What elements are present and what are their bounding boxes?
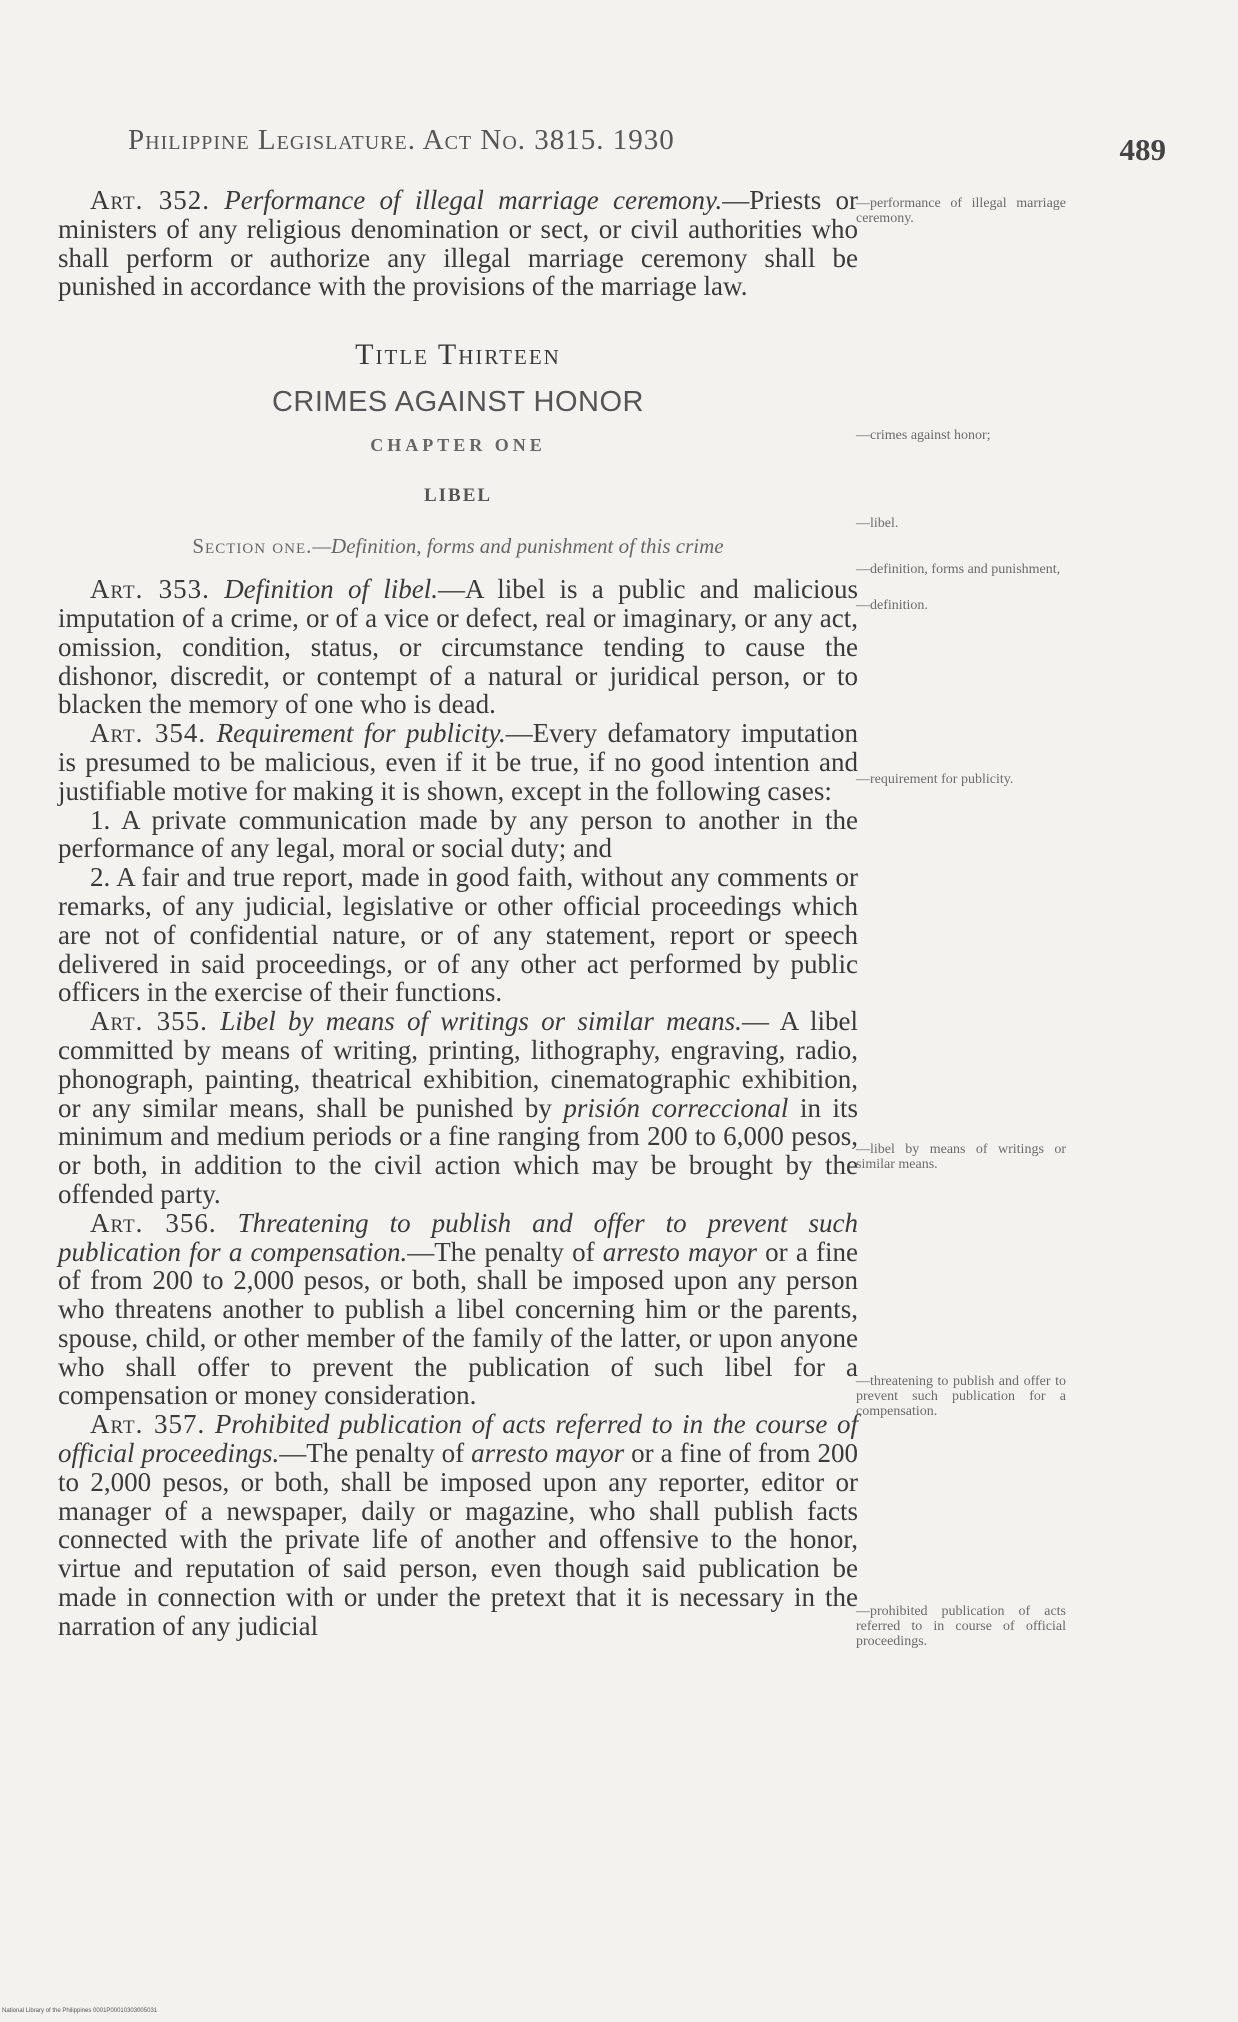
footer-library-stamp: National Library of the Philippines 0001P00010303005031: [2, 2008, 158, 2014]
article-italic-term: prisión correccional: [563, 1092, 789, 1123]
article-label: Art. 356.: [90, 1207, 217, 1238]
article-text: —Every defamatory imputation is presumed to be malicious, even if it be true, if no good intention and justifiable motive for making it is shown, except in the following cases:: [58, 718, 859, 806]
margin-note-crimes-against-honor: —crimes against honor;: [856, 428, 991, 443]
article-text: —Priests or ministers of any religious denomination or sect, or civil authorities who shall perform or authorize any illegal marriage ceremony shall be punished in accordance with the provisions of the marriage law.: [58, 185, 859, 302]
margin-note-illegal-marriage: —performance of illegal marriage ceremony.: [856, 196, 1066, 226]
section-title: —Definition, forms and punishment of this crime: [312, 534, 724, 559]
title-heading: Title Thirteen: [355, 338, 561, 372]
page-number: 489: [1119, 132, 1166, 167]
margin-note-threatening: —threatening to publish and offer to prevent such publication for a compensation.: [856, 1374, 1066, 1419]
chapter-heading: CHAPTER ONE: [370, 434, 546, 455]
article-label: Art. 354.: [90, 718, 207, 749]
article-italic-term: arresto mayor: [471, 1438, 625, 1469]
section-heading: [58, 532, 858, 561]
article-text: or a fine of from 200 to 2,000 pesos, or both, shall be imposed upon any person who threatens another to publish a libel concerning him or the parents, spouse, child, or other member of the family of the latter, or upon anyone who shall offer to prevent the publication of such libel for a compensation or money consideration.: [58, 1236, 858, 1411]
article-text: in its minimum and medium periods or a fine ranging from 200 to 6,000 pesos, or both, in addition to the civil action which may be brought by the offended party.: [58, 1092, 858, 1209]
margin-note-publicity: —requirement for publicity.: [856, 772, 1014, 787]
margin-note-prohibited-publication: —prohibited publication of acts referred to in course of official proceedings.: [856, 1604, 1066, 1649]
margin-note-libel: —libel.: [856, 516, 899, 531]
article-italic-term: arresto mayor: [602, 1236, 757, 1267]
article-354: [58, 719, 858, 805]
article-label: Art. 353.: [90, 574, 210, 605]
article-title: Libel by means of writings or similar means.: [220, 1006, 742, 1037]
article-354-item-2: 2. A fair and true report, made in good faith, without any comments or remarks, of any judicial, legislative or other official proceedings which are not of confidential nature, or of any statement, report or speech delivered in said proceedings, or of any other act performed by public officers in the exercise of their functions.: [58, 862, 858, 1008]
article-357: [58, 1410, 858, 1640]
article-text: —The penalty of: [279, 1438, 472, 1469]
article-label: Art. 357.: [90, 1409, 206, 1440]
article-355: [58, 1007, 858, 1209]
article-353: [58, 575, 858, 719]
libel-heading: LIBEL: [423, 484, 493, 506]
main-text-column: [58, 186, 858, 1641]
article-label: Art. 352.: [90, 185, 210, 215]
article-label: Art. 355.: [90, 1006, 208, 1037]
article-title: Definition of libel.: [224, 574, 438, 605]
article-title: Prohibited publication of acts referred to in the course of official proceedings.: [58, 1409, 859, 1469]
section-label: Section one.: [192, 534, 313, 559]
margin-note-definition: —definition.: [856, 598, 928, 613]
article-title: Performance of illegal marriage ceremony.: [224, 185, 723, 215]
article-354-item-1: 1. A private communication made by any person to another in the performance of any legal, moral or social duty; and: [58, 804, 858, 864]
article-352: [58, 186, 858, 301]
article-356: [58, 1209, 858, 1411]
article-title: Threatening to publish and offer to prevent such publication for a compensation.: [58, 1207, 859, 1267]
crimes-heading: CRIMES AGAINST HONOR: [271, 385, 645, 418]
article-title: Requirement for publicity.: [216, 718, 506, 749]
running-head: Philippine Legislature. Act No. 3815. 1930: [128, 124, 675, 156]
article-text: or a fine of from 200 to 2,000 pesos, or both, shall be imposed upon any reporter, editor or manager of a newspaper, daily or magazine, who shall publish facts connected with the private life of another and offensive to the honor, virtue and reputation of said person, even though said publication be made in connection with or under the pretext that it is necessary in the narration of any judicial: [58, 1438, 858, 1641]
margin-note-definition-forms: —definition, forms and punishment,: [856, 562, 1061, 577]
article-text: —The penalty of: [407, 1236, 603, 1267]
article-text: —A libel is a public and malicious imputation of a crime, or of a vice or defect, real or imaginary, or any act, omission, condition, status, or circumstance tending to cause the dishonor, discredit, or contempt of a natural or juridical person, or to blacken the memory of one who is dead.: [58, 574, 858, 720]
article-text: — A libel committed by means of writing, printing, lithography, engraving, radio, phonograph, painting, theatrical exhibition, cinematographic exhibition, or any similar means, shall be punished by: [58, 1006, 859, 1123]
margin-note-libel-writings: —libel by means of writings or similar means.: [856, 1142, 1066, 1172]
